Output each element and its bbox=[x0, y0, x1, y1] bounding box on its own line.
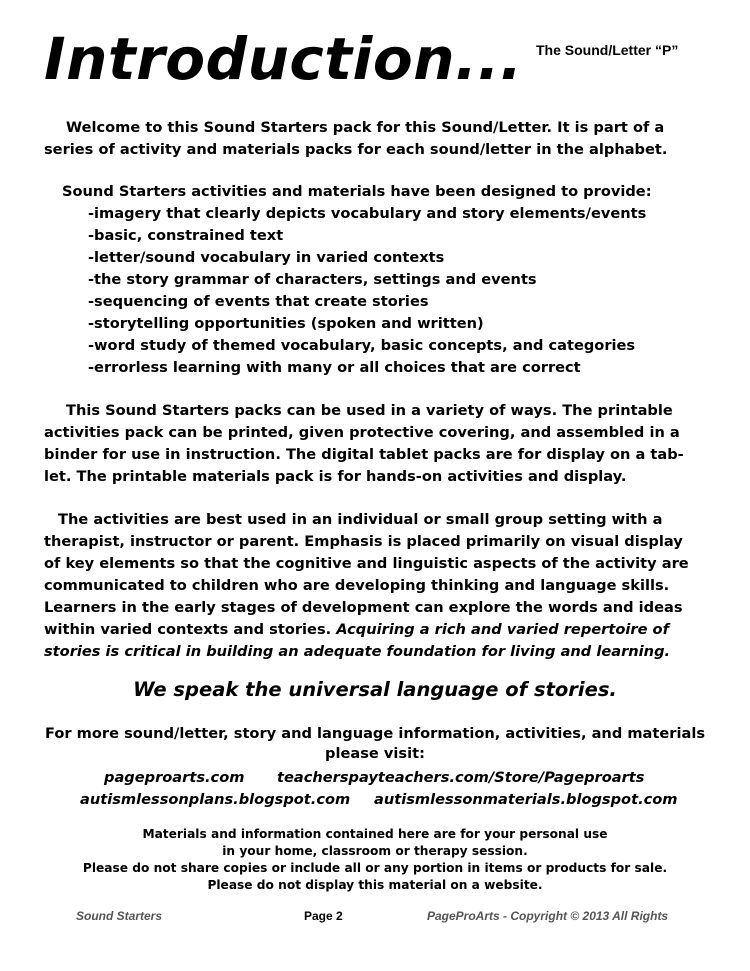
link-autismlessonmaterials[interactable]: autismlessonmaterials.blogspot.com bbox=[374, 791, 678, 808]
activities-line: communicated to children who are developing thinking and language skills. bbox=[44, 577, 670, 594]
link-teacherspayteachers[interactable]: teacherspayteachers.com/Store/Pageproarts bbox=[277, 769, 645, 786]
sound-letter-label: The Sound/Letter “P” bbox=[536, 42, 679, 58]
visit-line: For more sound/letter, story and language information, activities, and materials bbox=[44, 725, 706, 742]
footer-copyright: PageProArts - Copyright © 2013 All Rights bbox=[427, 909, 669, 923]
features-intro bbox=[44, 181, 706, 203]
activities-line: Learners in the early stages of development can explore the words and ideas bbox=[44, 599, 683, 616]
notice-line: Please do not share copies or include all or any portion in items or products for sale. bbox=[82, 861, 668, 875]
welcome-line: series of activity and materials packs for each sound/letter in the alphabet. bbox=[44, 141, 668, 158]
link-pageproarts[interactable]: pageproarts.com bbox=[104, 769, 245, 786]
activities-line bbox=[44, 619, 706, 641]
feature-item: -basic, constrained text bbox=[88, 227, 284, 244]
visit-info bbox=[0, 724, 750, 764]
notice-line: in your home, classroom or therapy session. bbox=[222, 844, 528, 858]
features-list bbox=[88, 203, 646, 379]
emphasis-text: Acquiring a rich and varied repertoire of bbox=[336, 621, 669, 638]
feature-item: -word study of themed vocabulary, basic concepts, and categories bbox=[88, 337, 636, 354]
feature-item: -letter/sound vocabulary in varied contexts bbox=[88, 249, 445, 266]
visit-line: please visit: bbox=[325, 745, 425, 762]
usage-paragraph bbox=[44, 400, 706, 488]
usage-line: activities pack can be printed, given protective covering, and assembled in a bbox=[44, 424, 680, 441]
feature-item: -sequencing of events that create stories bbox=[88, 293, 429, 310]
welcome-paragraph bbox=[44, 117, 706, 161]
feature-item: -imagery that clearly depicts vocabulary and story elements/events bbox=[88, 205, 647, 222]
page-title: Introduction... bbox=[44, 25, 523, 93]
usage-line: let. The printable materials pack is for hands-on activities and display. bbox=[44, 468, 627, 485]
activities-line: of key elements so that the cognitive and linguistic aspects of the activity are bbox=[44, 555, 689, 572]
usage-notice bbox=[0, 826, 750, 894]
feature-item: -the story grammar of characters, settings and events bbox=[88, 271, 537, 288]
features-intro-line: Sound Starters activities and materials have been designed to provide: bbox=[62, 183, 652, 200]
activities-line: The activities are best used in an individual or small group setting with a bbox=[58, 511, 663, 528]
feature-item: -errorless learning with many or all choices that are correct bbox=[88, 359, 581, 376]
usage-line: binder for use in instruction. The digital tablet packs are for display on a tab- bbox=[44, 446, 684, 463]
link-autismlessonplans[interactable]: autismlessonplans.blogspot.com bbox=[80, 791, 351, 808]
footer-page-number: Page 2 bbox=[304, 909, 343, 923]
activities-line: therapist, instructor or parent. Emphasis is placed primarily on visual display bbox=[44, 533, 683, 550]
motto-heading: We speak the universal language of stories. bbox=[133, 678, 617, 701]
footer-series-name: Sound Starters bbox=[76, 909, 163, 923]
activities-paragraph bbox=[44, 509, 706, 663]
usage-line: This Sound Starters packs can be used in a variety of ways. The printable bbox=[66, 402, 673, 419]
notice-line: Materials and information contained here are for your personal use bbox=[142, 827, 608, 841]
feature-item: -storytelling opportunities (spoken and written) bbox=[88, 315, 484, 332]
emphasis-text: stories is critical in building an adequate foundation for living and learning. bbox=[44, 643, 671, 660]
activities-text: within varied contexts and stories. bbox=[44, 621, 337, 638]
notice-line: Please do not display this material on a website. bbox=[207, 878, 543, 892]
welcome-line: Welcome to this Sound Starters pack for this Sound/Letter. It is part of a bbox=[66, 119, 665, 136]
